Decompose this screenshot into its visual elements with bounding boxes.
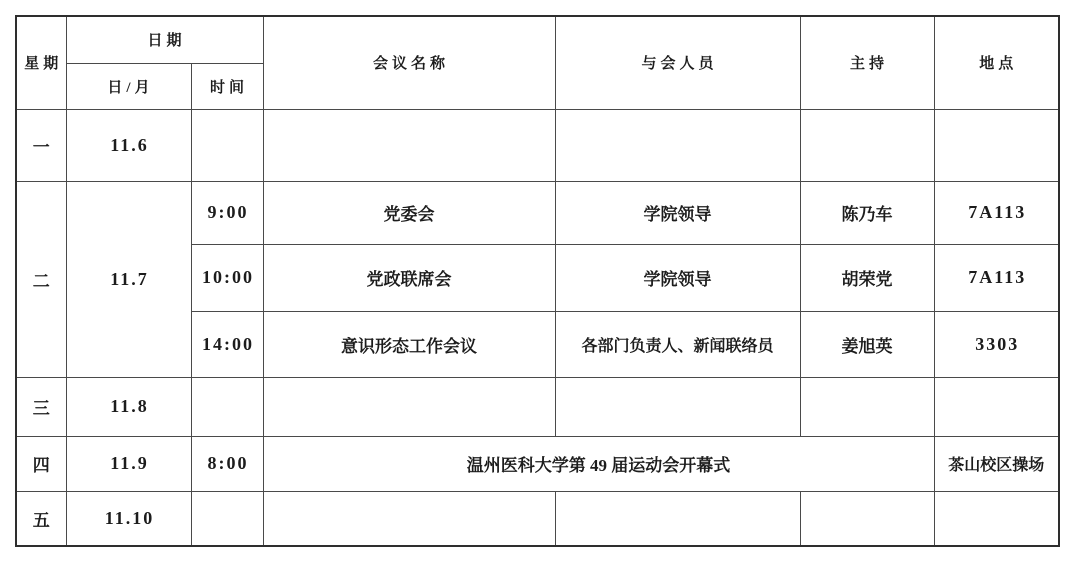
header-row-1 <box>16 16 1059 63</box>
time-cell: 14:00 <box>191 311 263 377</box>
empty-time-cell <box>191 109 263 181</box>
header-meeting-name: 会议名称 <box>263 16 555 109</box>
date-cell: 11.10 <box>66 491 191 546</box>
date-cell: 11.8 <box>66 377 191 436</box>
weekday-cell: 五 <box>16 491 66 546</box>
date-cell: 11.6 <box>66 109 191 181</box>
row-monday <box>16 109 1059 181</box>
location-cell: 茶山校区操场 <box>934 436 1059 491</box>
meeting-cell: 意识形态工作会议 <box>263 311 555 377</box>
empty-time-cell <box>191 377 263 436</box>
empty-host-cell <box>800 491 934 546</box>
header-day-month: 日/月 <box>66 63 191 109</box>
empty-host-cell <box>800 377 934 436</box>
weekday-cell: 一 <box>16 109 66 181</box>
merged-event-cell: 温州医科大学第 49 届运动会开幕式 <box>263 436 934 491</box>
location-cell: 7A113 <box>934 244 1059 311</box>
date-cell: 11.9 <box>66 436 191 491</box>
empty-meeting-cell <box>263 491 555 546</box>
empty-location-cell <box>934 377 1059 436</box>
meeting-schedule-table <box>15 15 1060 547</box>
location-cell: 3303 <box>934 311 1059 377</box>
participants-cell: 学院领导 <box>555 181 800 244</box>
row-wednesday <box>16 377 1059 436</box>
meeting-cell: 党委会 <box>263 181 555 244</box>
row-thursday <box>16 436 1059 491</box>
empty-participants-cell <box>555 109 800 181</box>
empty-location-cell <box>934 109 1059 181</box>
empty-host-cell <box>800 109 934 181</box>
weekday-cell: 四 <box>16 436 66 491</box>
empty-participants-cell <box>555 377 800 436</box>
empty-location-cell <box>934 491 1059 546</box>
date-cell: 11.7 <box>66 181 191 377</box>
time-cell: 10:00 <box>191 244 263 311</box>
header-location: 地点 <box>934 16 1059 109</box>
header-participants: 与会人员 <box>555 16 800 109</box>
time-cell: 9:00 <box>191 181 263 244</box>
row-tuesday-session-1 <box>16 181 1059 244</box>
header-host: 主持 <box>800 16 934 109</box>
row-friday <box>16 491 1059 546</box>
participants-cell: 各部门负责人、新闻联络员 <box>555 311 800 377</box>
header-time: 时间 <box>191 63 263 109</box>
weekday-cell: 三 <box>16 377 66 436</box>
empty-time-cell <box>191 491 263 546</box>
time-cell: 8:00 <box>191 436 263 491</box>
host-cell: 胡荣党 <box>800 244 934 311</box>
empty-participants-cell <box>555 491 800 546</box>
empty-meeting-cell <box>263 109 555 181</box>
weekday-cell: 二 <box>16 181 66 377</box>
header-weekday: 星期 <box>16 16 66 109</box>
header-date-group: 日期 <box>66 16 263 63</box>
host-cell: 姜旭英 <box>800 311 934 377</box>
location-cell: 7A113 <box>934 181 1059 244</box>
host-cell: 陈乃车 <box>800 181 934 244</box>
empty-meeting-cell <box>263 377 555 436</box>
participants-cell: 学院领导 <box>555 244 800 311</box>
meeting-cell: 党政联席会 <box>263 244 555 311</box>
